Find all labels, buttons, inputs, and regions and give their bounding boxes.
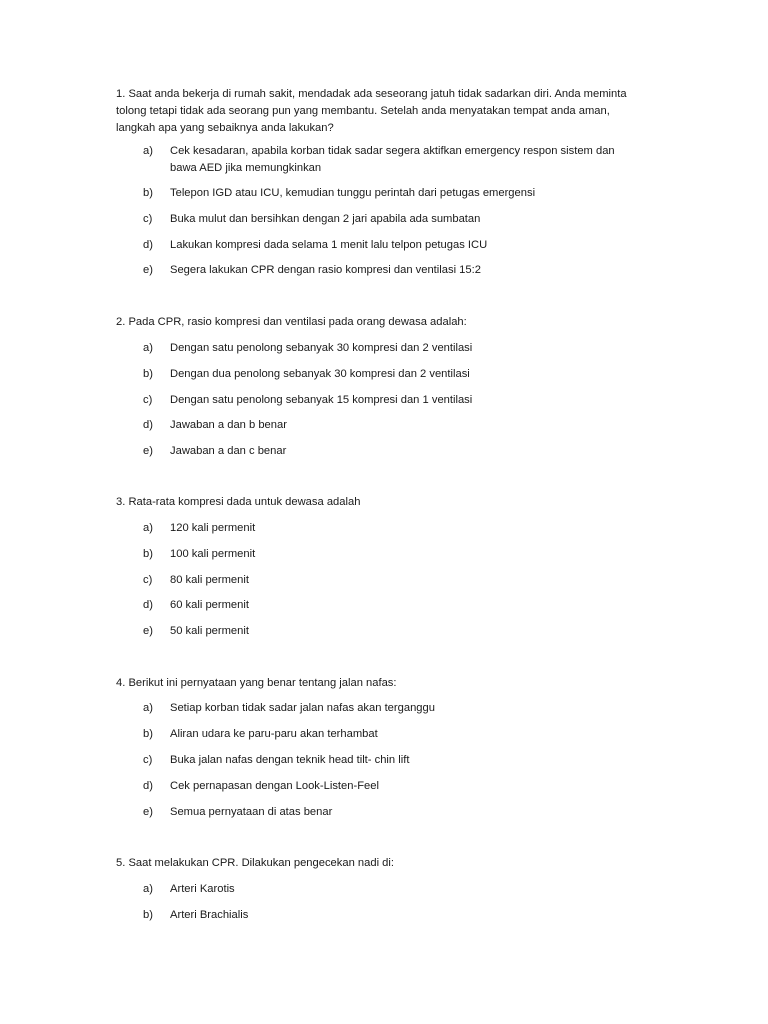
option-text: Segera lakukan CPR dengan rasio kompresi dan ventilasi 15:2: [170, 264, 481, 276]
option-text: 50 kali permenit: [170, 625, 249, 637]
option-letter: e): [143, 445, 153, 457]
option-letter: d): [143, 599, 153, 611]
option-letter: c): [143, 574, 153, 586]
option-text: Arteri Karotis: [170, 883, 235, 895]
question-3-option-c: [143, 572, 643, 589]
option-text: Buka jalan nafas dengan teknik head tilt- chin lift: [170, 754, 410, 766]
question-5-option-a: [143, 881, 643, 898]
option-letter: a): [143, 522, 153, 534]
option-letter: b): [143, 368, 153, 380]
option-letter: c): [143, 394, 153, 406]
option-letter: c): [143, 754, 153, 766]
option-letter: b): [143, 187, 153, 199]
question-4-option-b: [143, 726, 643, 743]
option-text: Setiap korban tidak sadar jalan nafas akan terganggu: [170, 702, 435, 714]
question-2-option-e: [143, 443, 643, 460]
option-text: 60 kali permenit: [170, 599, 249, 611]
question-4-option-d: [143, 778, 643, 795]
option-text: Cek kesadaran, apabila korban tidak sadar segera aktifkan emergency respon sistem dan bawa AED jika memungkinkan: [170, 145, 615, 174]
question-3-option-d: [143, 597, 643, 614]
option-text: Jawaban a dan b benar: [170, 419, 287, 431]
option-text: Arteri Brachialis: [170, 909, 249, 921]
option-letter: b): [143, 909, 153, 921]
option-letter: d): [143, 780, 153, 792]
option-letter: e): [143, 264, 153, 276]
option-text: Telepon IGD atau ICU, kemudian tunggu perintah dari petugas emergensi: [170, 187, 536, 199]
question-1-option-b: [143, 185, 643, 202]
option-letter: a): [143, 145, 153, 157]
option-text: Buka mulut dan bersihkan dengan 2 jari apabila ada sumbatan: [170, 213, 481, 225]
question-1-option-a: [143, 143, 643, 177]
question-5-option-b: [143, 907, 643, 924]
option-text: Jawaban a dan c benar: [170, 445, 287, 457]
option-letter: c): [143, 213, 153, 225]
question-1-text: 1. Saat anda bekerja di rumah sakit, mendadak ada seseorang jatuh tidak sadarkan diri. Anda meminta tolong tetapi tidak ada seorang pun yang membantu. Setelah anda menyatakan tempat anda aman, langkah apa yang sebaiknya anda lakukan?: [116, 88, 627, 134]
option-letter: e): [143, 806, 153, 818]
question-2-option-b: [143, 366, 643, 383]
option-letter: a): [143, 702, 153, 714]
option-text: 100 kali permenit: [170, 548, 256, 560]
question-3-option-e: [143, 623, 643, 640]
question-2-text: 2. Pada CPR, rasio kompresi dan ventilasi pada orang dewasa adalah:: [116, 316, 467, 328]
option-text: Cek pernapasan dengan Look-Listen-Feel: [170, 780, 379, 792]
question-1-option-e: [143, 262, 643, 279]
option-text: Dengan satu penolong sebanyak 30 kompresi dan 2 ventilasi: [170, 342, 473, 354]
option-letter: d): [143, 419, 153, 431]
option-text: Dengan dua penolong sebanyak 30 kompresi dan 2 ventilasi: [170, 368, 470, 380]
question-3-text: 3. Rata-rata kompresi dada untuk dewasa adalah: [116, 496, 361, 508]
question-2-option-c: [143, 392, 643, 409]
question-4-option-a: [143, 700, 643, 717]
option-letter: b): [143, 728, 153, 740]
question-5-text: 5. Saat melakukan CPR. Dilakukan pengecekan nadi di:: [116, 857, 394, 869]
option-letter: a): [143, 342, 153, 354]
option-text: Aliran udara ke paru-paru akan terhambat: [170, 728, 378, 740]
question-1-option-d: [143, 237, 643, 254]
question-3-option-a: [143, 520, 643, 537]
question-4-text: 4. Berikut ini pernyataan yang benar tentang jalan nafas:: [116, 677, 397, 689]
option-text: Semua pernyataan di atas benar: [170, 806, 333, 818]
question-4-option-e: [143, 804, 643, 821]
option-text: 80 kali permenit: [170, 574, 249, 586]
option-letter: b): [143, 548, 153, 560]
question-2-option-a: [143, 340, 643, 357]
question-2-option-d: [143, 417, 643, 434]
option-text: Lakukan kompresi dada selama 1 menit lalu telpon petugas ICU: [170, 239, 488, 251]
question-4-option-c: [143, 752, 643, 769]
option-letter: a): [143, 883, 153, 895]
option-text: Dengan satu penolong sebanyak 15 kompresi dan 1 ventilasi: [170, 394, 473, 406]
option-text: 120 kali permenit: [170, 522, 256, 534]
question-3-option-b: [143, 546, 643, 563]
option-letter: d): [143, 239, 153, 251]
question-1-option-c: [143, 211, 643, 228]
option-letter: e): [143, 625, 153, 637]
